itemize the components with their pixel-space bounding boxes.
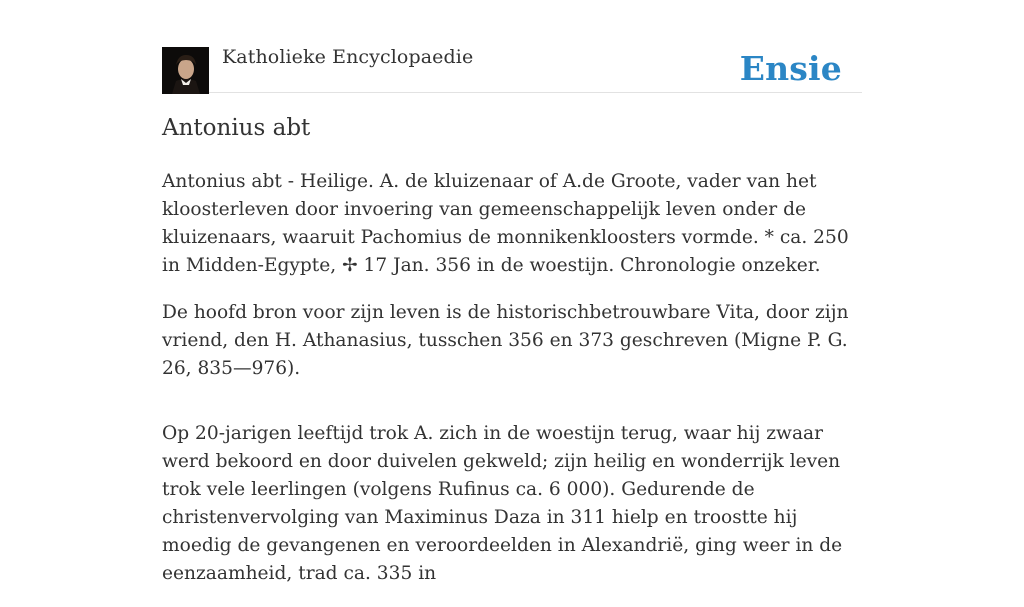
portrait-image [162,47,209,94]
source-name[interactable]: Katholieke Encyclopaedie [222,46,474,68]
avatar[interactable] [162,47,209,94]
page-container [162,0,862,584]
article-title: Antonius abt [162,115,311,141]
paragraph: Antonius abt - Heilige. A. de kluizenaar of A.de Groote, vader van het kloosterleven door invoering van gemeenschappelijk leven onder de kluizenaars, waaruit Pachomius de monnikenkloosters vormde. * ca. 250 in Midden-Egypte, ✢ 17 Jan. 356 in de woestijn. Chronologie onzeker. [162,171,849,276]
paragraph: De hoofd bron voor zijn leven is de historischbetrouwbare Vita, door zijn vriend, den H. Athanasius, tusschen 356 en 373 geschreven (Migne P. G. 26, 835—976). [162,302,849,379]
site-header [162,0,862,93]
paragraph: Op 20-jarigen leeftijd trok A. zich in de woestijn terug, waar hij zwaar werd bekoord en door duivelen gekweld; zijn heilig en wonderrijk leven trok vele leerlingen (volgens Rufinus ca. 6 000). Gedurende de christenvervolging van Maximinus Daza in 311 hielp en troostte hij moedig de gevangenen en veroordeelden in Alexandrië, ging weer in de eenzaamheid, trad ca. 335 in [162,423,843,584]
article-body [162,168,862,607]
brand-logo[interactable]: Ensie [739,49,842,88]
